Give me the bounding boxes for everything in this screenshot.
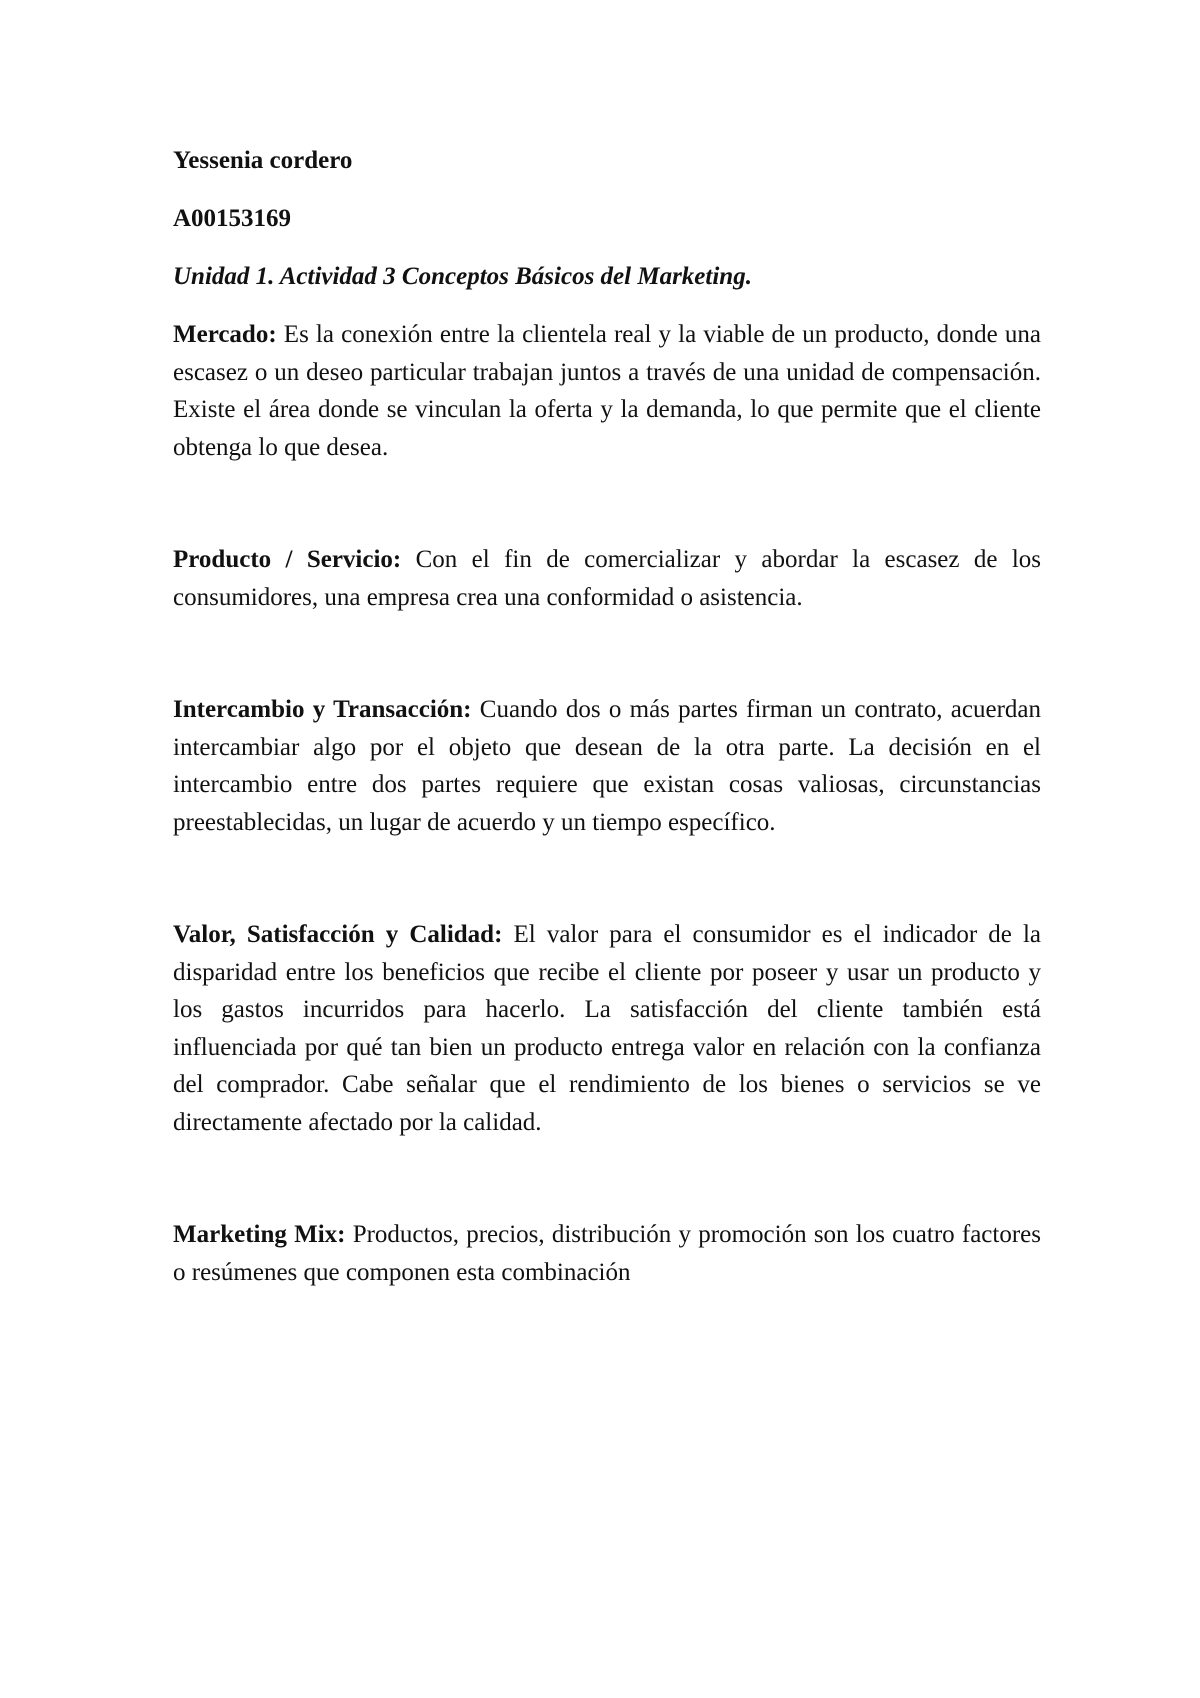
section-marketing-mix bbox=[173, 1216, 1041, 1291]
paragraph-spacer bbox=[173, 1141, 1041, 1216]
section-term: Producto / Servicio: bbox=[173, 546, 402, 573]
paragraph-spacer bbox=[173, 466, 1041, 541]
section-valor-satisfaccion-calidad bbox=[173, 916, 1041, 1141]
paragraph-spacer bbox=[173, 616, 1041, 691]
section-text: Es la conexión entre la clientela real y la viable de un producto, donde una escasez o un deseo particular trabajan juntos a través de una unidad de compensación. Existe el área donde se vinculan la oferta y la demanda, lo que permite que el cliente obtenga lo que desea. bbox=[173, 321, 1041, 461]
section-text: Cuando dos o más partes firman un contrato, acuerdan intercambiar algo por el objeto que desean de la otra parte. La decisión en el intercambio entre dos partes requiere que existan cosas valiosas, circunstancias preestablecidas, un lugar de acuerdo y un tiempo específico. bbox=[173, 696, 1041, 836]
student-id: A00153169 bbox=[173, 205, 292, 232]
section-text: El valor para el consumidor es el indicador de la disparidad entre los beneficios que recibe el cliente por poseer y usar un producto y los gastos incurridos para hacerlo. La satisfacción del cliente también está influenciada por qué tan bien un producto entrega valor en relación con la confianza del comprador. Cabe señalar que el rendimiento de los bienes o servicios se ve directamente afectado por la calidad. bbox=[173, 921, 1041, 1136]
section-intercambio-transaccion bbox=[173, 691, 1041, 841]
document-body bbox=[173, 142, 1041, 1291]
section-text: Productos, precios, distribución y promoción son los cuatro factores o resúmenes que componen esta combinación bbox=[173, 1221, 1041, 1286]
section-term: Intercambio y Transacción: bbox=[173, 696, 472, 723]
subject-title: Unidad 1. Actividad 3 Conceptos Básicos del Marketing. bbox=[173, 263, 752, 290]
section-mercado bbox=[173, 316, 1041, 466]
section-producto-servicio bbox=[173, 541, 1041, 616]
section-term: Mercado: bbox=[173, 321, 277, 348]
section-term: Marketing Mix: bbox=[173, 1221, 346, 1248]
section-text: Con el fin de comercializar y abordar la escasez de los consumidores, una empresa crea una conformidad o asistencia. bbox=[173, 546, 1041, 611]
section-term: Valor, Satisfacción y Calidad: bbox=[173, 921, 503, 948]
author-name: Yessenia cordero bbox=[173, 147, 353, 174]
paragraph-spacer bbox=[173, 841, 1041, 916]
